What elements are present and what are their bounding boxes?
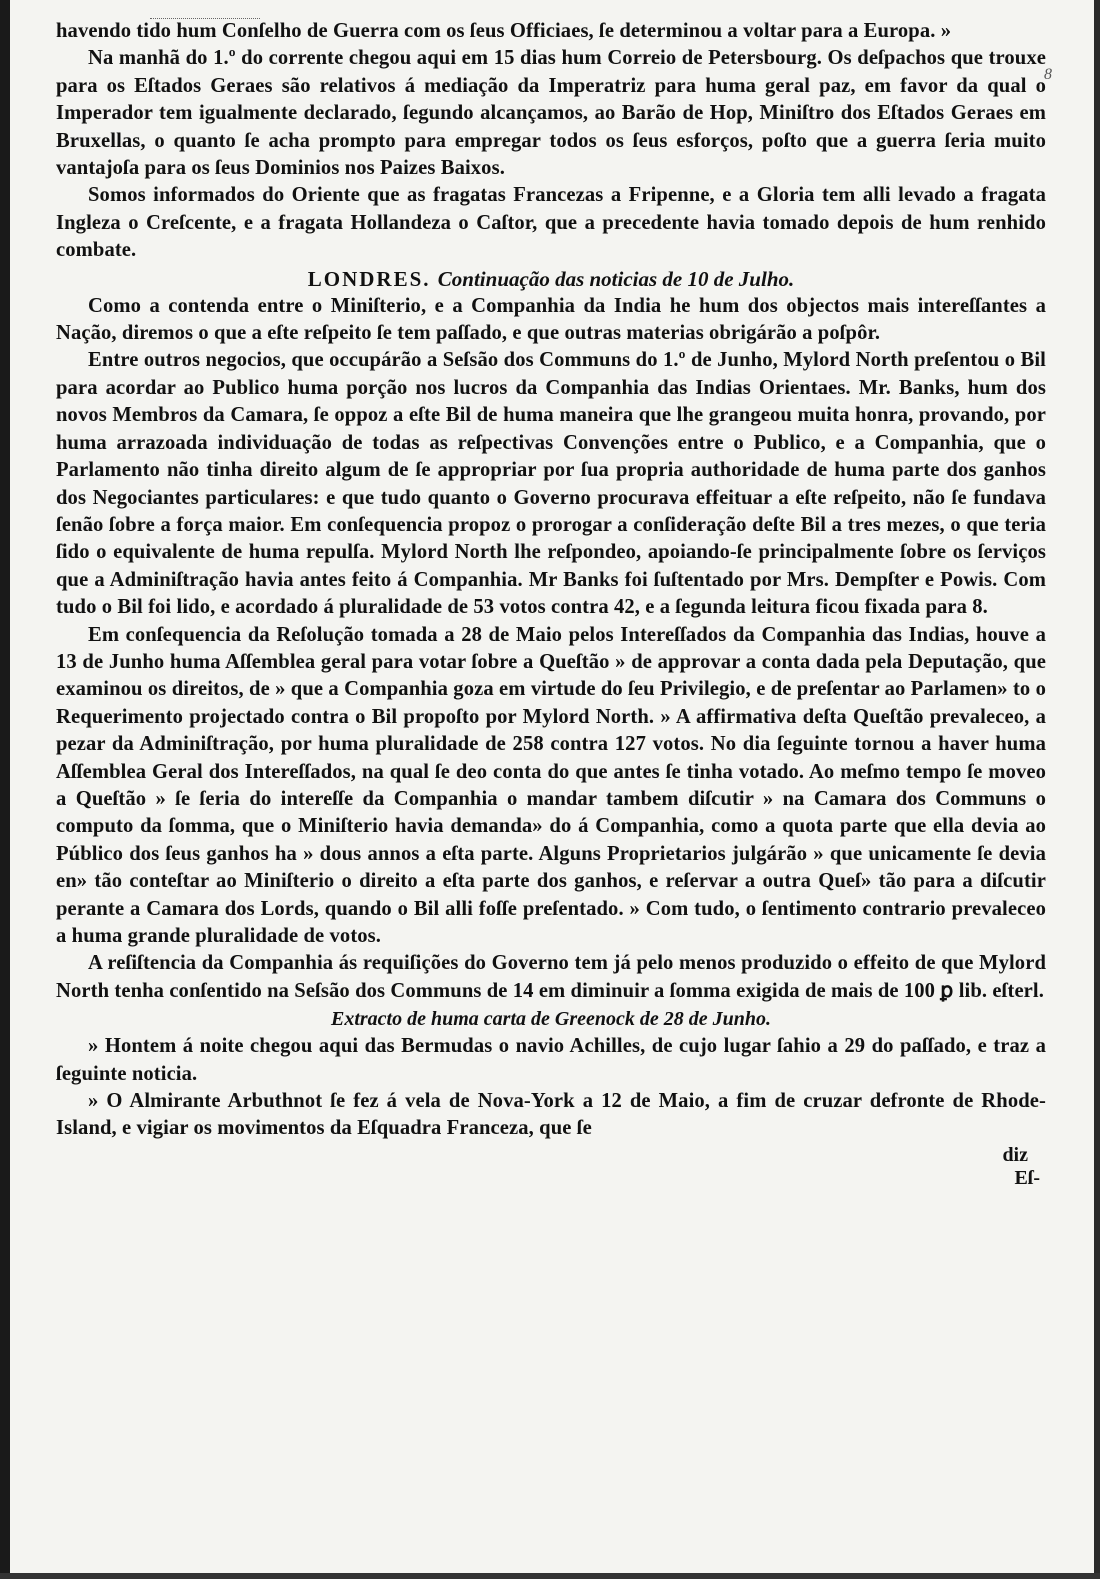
margin-mark: 8 [1044, 66, 1052, 83]
paragraph-contenda: Como a contenda entre o Miniſterio, e a Companhia da India he hum dos objectos mais intereſſantes a Nação, diremos o que a eſte reſpeito ſe tem paſſado, e que outras materias obrigárão a poſpôr. [56, 294, 1046, 345]
londres-subtitle: Continuação das noticias de 10 de Julho. [437, 266, 795, 291]
catchword-es: Eſ- [1014, 1166, 1040, 1189]
scan-bottom-edge [0, 1573, 1100, 1579]
londres-heading [56, 265, 1046, 293]
paragraph-achilles: » Hontem á noite chegou aqui das Bermudas o navio Achilles, de cujo lugar ſahio a 29 do paſſado, e traz a ſeguinte noticia. [56, 1035, 1046, 1085]
paragraph-arbuthnot: » O Almirante Arbuthnot ſe fez á vela de Nova-York a 12 de Maio, a fim de cruzar defronte de Rhode-Island, e vigiar os movimentos da Eſquadra Franceza, que ſe [56, 1090, 1046, 1140]
paragraph-resistencia: A reſiſtencia da Companhia ás requiſições do Governo tem já pelo menos produzido o effeito de que Mylord North tenha conſentido na Seſsão dos Communs de 14 em diminuir a ſomma exigida de mais de 100 ꝑ lib. eſterl. [56, 952, 1046, 1002]
paragraph-oriente: Somos informados do Oriente que as fragatas Francezas a Fripenne, e a Gloria tem alli levado a fragata Ingleza o Creſcente, e a fragata Hollandeza o Caſtor, que a precedente havia tomado depois de hum renhido combate. [56, 184, 1046, 262]
londres-place: LONDRES. [307, 266, 431, 291]
paragraph-petersbourg: Na manhã do 1.º do corrente chegou aqui em 15 dias hum Correio de Petersbourg. Os deſpachos que trouxe para os Eſtados Geraes são relativos á mediação da Imperatriz para huma geral paz, em favor da qual o Imperador tem igualmente declarado, ſegundo alcançamos, ao Barão de Hop, Miniſtro dos Eſtados Geraes em Bruxellas, o quanto ſe acha prompto para empregar todos os ſeus esforços, poſto que a guerra ſeria muito vantajoſa para os ſeus Dominios nos Paizes Baixos. [56, 47, 1046, 180]
extract-heading: Extracto de huma carta de Greenock de 28 de Junho. [331, 1008, 771, 1031]
scan-right-edge [1094, 0, 1100, 1579]
paragraph-continuation: havendo tido hum Conſelho de Guerra com os ſeus Officiaes, ſe determinou a voltar para a Europa. » [56, 20, 952, 42]
scan-left-edge [0, 0, 10, 1579]
paragraph-resolucao: Em conſequencia da Reſolução tomada a 28 de Maio pelos Intereſſados da Companhia das Indias, houve a 13 de Junho huma Aſſemblea geral para votar ſobre a Queſtão » de approvar a conta dada pela Deputação, que examinou os direitos, de » que a Companhia goza em virtude do ſeu Privilegio, e de preſentar ao Parlamen» to o Requerimento projectado contra o Bil propoſto por Mylord North. » A affirmativa deſta Queſtão prevaleceo, a pezar da Adminiſtração, por huma pluralidade de 258 contra 127 votos. No dia ſeguinte tornou a haver huma Aſſemblea Geral dos Intereſſados, na qual ſe deo conta do que antes ſe tinha votado. Ao meſmo tempo ſe moveo a Queſtão » ſe ſeria do intereſſe da Companhia o mandar tambem diſcutir » na Camara dos Communs o computo da ſomma, que o Miniſterio havia demanda» do á Companhia, como a quota parte que ella devia ao Público dos ſeus ganhos ha » dous annos a eſta parte. Alguns Proprietarios julgárão » que unicamente ſe devia en» tão conteſtar ao Miniſterio o direito a eſta parte dos ganhos, e reſervar a outra Queſ» tão para a diſcutir perante a Camara dos Lords, quando o Bil alli foſſe preſentado. » Com tudo, o ſentimento contrario prevaleceo a huma grande pluralidade de votos. [56, 623, 1046, 947]
catchword-diz: diz [1002, 1143, 1028, 1166]
paragraph-negocios: Entre outros negocios, que occupárão a Seſsão dos Communs do 1.º de Junho, Mylord North preſentou o Bil para acordar ao Publico huma porção nos lucros da Companhia das Indias Orientaes. Mr. Banks, hum dos novos Membros da Camara, ſe oppoz a eſte Bil de huma maneira que lhe grangeou muita honra, provando, por huma arrazoada individuação de todas as reſpectivas Convenções entre o Publico, e a Companhia, que o Parlamento não tinha direito algum de ſe appropriar por ſua propria authoridade de huma parte dos ganhos dos Negociantes particulares: e que tudo quanto o Governo procurava effeituar a eſte reſpeito, não ſe fundava ſenão ſobre a força maior. Em conſequencia propoz o prorogar a conſideração deſte Bil a tres mezes, o que teria ſido o equivalente de huma repulſa. Mylord North lhe reſpondeo, apoiando-ſe principalmente ſobre os ſerviços que a Adminiſtração havia antes feito á Companhia. Mr Banks foi ſuſtentado por Mrs. Dempſter e Powis. Com tudo o Bil foi lido, e acordado á pluralidade de 53 votos contra 42, e a ſegunda leitura ficou fixada para 8. [56, 349, 1046, 619]
page-text [56, 18, 1046, 1563]
